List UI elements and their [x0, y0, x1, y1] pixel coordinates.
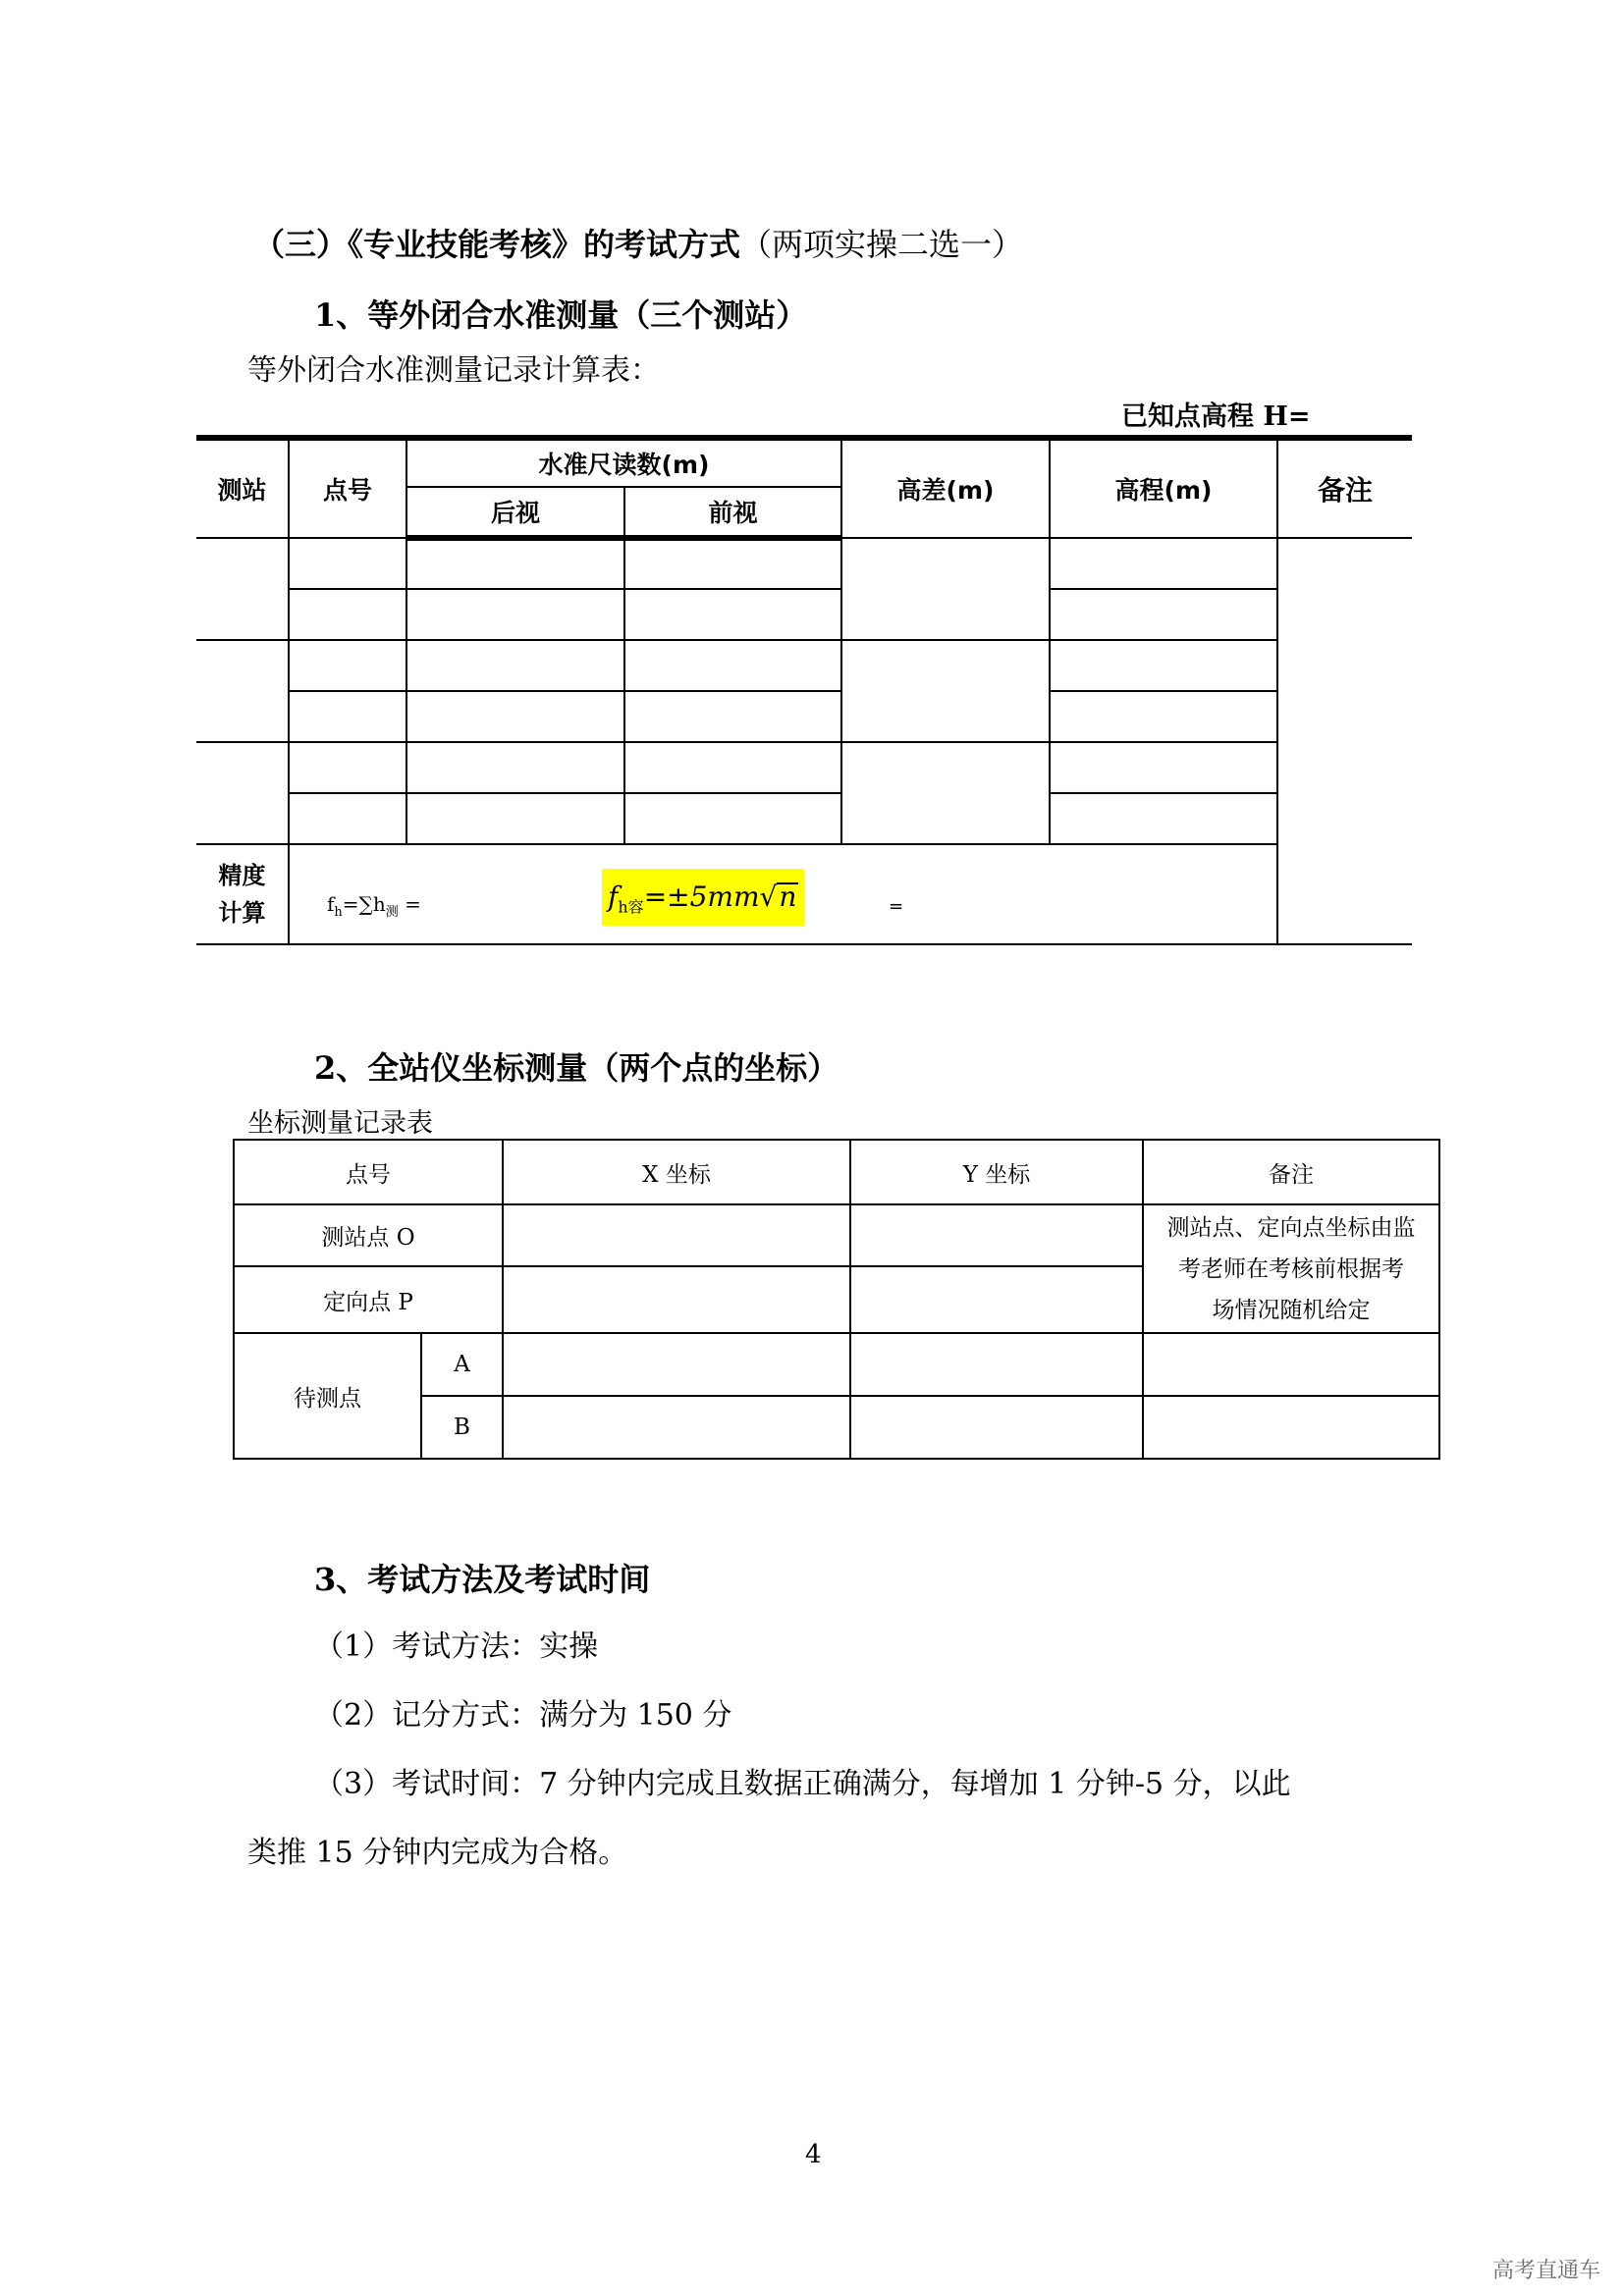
note-line2: 考老师在考核前根据考 [1178, 1255, 1404, 1282]
fh-measured-subscript: 测 [385, 905, 399, 920]
point-cell [289, 742, 406, 793]
y-cell [850, 1396, 1143, 1459]
sqrt-icon: √ [759, 881, 778, 913]
row-orientation-point: 定向点 P [234, 1266, 503, 1333]
station-cell [196, 742, 289, 844]
section3-title: 3、考试方法及考试时间 [314, 1561, 651, 1598]
section2-subtitle: 坐标测量记录表 [247, 1108, 433, 1139]
main-heading-suffix: （两项实操二选一） [740, 226, 1024, 263]
elevation-cell [1050, 691, 1277, 742]
x-cell [503, 1333, 850, 1396]
tol-symbol: f [608, 881, 619, 913]
y-cell [850, 1333, 1143, 1396]
foresight-cell [624, 691, 841, 742]
tol-n: n [779, 881, 797, 913]
elevation-cell [1050, 589, 1277, 640]
note-line3: 场情况随机给定 [1212, 1297, 1371, 1323]
header-backsight: 后视 [406, 487, 624, 538]
header-station: 测站 [196, 438, 289, 538]
x-cell [503, 1396, 850, 1459]
elevation-cell [1050, 793, 1277, 844]
header-point: 点号 [289, 438, 406, 538]
exam-time-line2: 类推 15 分钟内完成为合格。 [247, 1836, 628, 1870]
foresight-cell [624, 538, 841, 589]
y-cell [850, 1266, 1143, 1333]
closure-error-formula [327, 892, 421, 920]
tolerance-formula-highlight [602, 869, 804, 926]
row-station-point: 测站点 O [234, 1204, 503, 1266]
note-line1: 测站点、定向点坐标由监 [1166, 1214, 1416, 1241]
row-pending-points: 待测点 [234, 1333, 421, 1459]
precision-label-line1: 精度 [218, 862, 266, 889]
section1-subtitle: 等外闭合水准测量记录计算表： [247, 353, 660, 388]
foresight-cell [624, 742, 841, 793]
backsight-cell [406, 742, 624, 793]
elevation-cell [1050, 640, 1277, 691]
tol-subscript: h容 [618, 897, 644, 917]
header-y: Y 坐标 [850, 1140, 1143, 1204]
foresight-cell [624, 793, 841, 844]
backsight-cell [406, 691, 624, 742]
point-a: A [421, 1333, 503, 1396]
precision-label [196, 844, 289, 944]
x-cell [503, 1204, 850, 1266]
point-cell [289, 793, 406, 844]
fh-subscript: h [334, 905, 343, 920]
station-cell [196, 538, 289, 640]
point-cell [289, 691, 406, 742]
tolerance-equals: = [889, 896, 904, 917]
section2-title: 2、全站仪坐标测量（两个点的坐标） [314, 1049, 839, 1087]
x-cell [503, 1266, 850, 1333]
header-height-diff: 高差(m) [841, 438, 1050, 538]
header-x: X 坐标 [503, 1140, 850, 1204]
height-diff-cell [841, 640, 1050, 742]
height-diff-cell [841, 538, 1050, 640]
fh-symbol: f [327, 892, 335, 916]
precision-label-line2: 计算 [218, 899, 266, 927]
tol-value: =±5mm [643, 881, 760, 913]
elevation-cell [1050, 538, 1277, 589]
header-point: 点号 [234, 1140, 503, 1204]
note-cell [1277, 538, 1412, 944]
foresight-cell [624, 589, 841, 640]
note-cell [1143, 1333, 1439, 1396]
header-note: 备注 [1277, 438, 1412, 538]
backsight-cell [406, 589, 624, 640]
section1-title: 1、等外闭合水准测量（三个测站） [314, 296, 808, 334]
main-heading-text: （三）《专业技能考核》的考试方式 [253, 226, 741, 263]
point-cell [289, 589, 406, 640]
known-elevation-label: 已知点高程 H= [1121, 401, 1311, 432]
point-b: B [421, 1396, 503, 1459]
station-cell [196, 640, 289, 742]
backsight-cell [406, 538, 624, 589]
y-cell [850, 1204, 1143, 1266]
precision-calc-cell [289, 844, 1277, 944]
header-note: 备注 [1143, 1140, 1439, 1204]
note-cell [1143, 1204, 1439, 1333]
backsight-cell [406, 640, 624, 691]
coordinate-table [233, 1139, 1440, 1460]
foresight-cell [624, 640, 841, 691]
point-cell [289, 538, 406, 589]
backsight-cell [406, 793, 624, 844]
fh-sum: =∑h [342, 892, 386, 916]
height-diff-cell [841, 742, 1050, 844]
elevation-cell [1050, 742, 1277, 793]
main-heading [253, 220, 1023, 265]
point-cell [289, 640, 406, 691]
note-cell [1143, 1396, 1439, 1459]
header-rod-reading: 水准尺读数(m) [406, 438, 841, 487]
header-foresight: 前视 [624, 487, 841, 538]
watermark: 高考直通车 [1492, 2259, 1601, 2283]
leveling-table [196, 435, 1412, 945]
header-elevation: 高程(m) [1050, 438, 1277, 538]
scoring-method: （2）记分方式：满分为 150 分 [314, 1698, 732, 1733]
exam-time-line1: （3）考试时间：7 分钟内完成且数据正确满分，每增加 1 分钟-5 分，以此 [314, 1767, 1291, 1801]
exam-method: （1）考试方法：实操 [314, 1629, 599, 1664]
fh-equals: = [398, 892, 421, 916]
page-number: 4 [805, 2140, 822, 2169]
